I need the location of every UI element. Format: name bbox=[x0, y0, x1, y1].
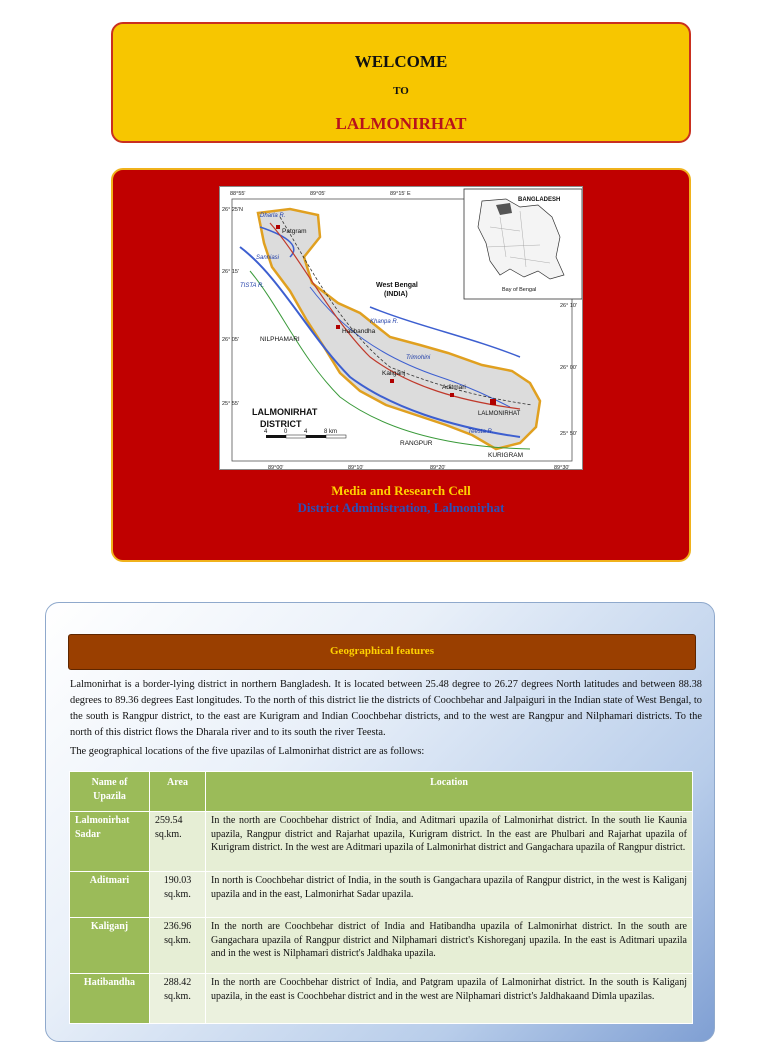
inset-bay-label: Bay of Bengal bbox=[502, 287, 537, 293]
upazila-area: 288.42 sq.km. bbox=[150, 974, 206, 1024]
upazila-location: In the north are Coochbehar district of India, and Aditmari upazila of Lalmonirhat district. In the south lie Kaunia upazila, Rangpur district and Rajarhat upazila, Kurigram district. In the east are Phulbari and Rajarhat upazila of Kurigram district. In the west are Aditmari upazila of Lalmonirhat district and Gangachara upazila of Rangpur district. bbox=[206, 812, 693, 872]
label-sanniasi: Sanniasi bbox=[256, 255, 280, 261]
label-trimohini: Trimohini bbox=[406, 355, 431, 361]
scale-label: 4 bbox=[264, 429, 268, 435]
inset-map bbox=[464, 189, 582, 299]
upazila-location: In the north are Coochbehar district of India, and Patgram upazila of Lalmonirhat district. In the south is Kaliganj upazila, in the east is Coochbehar district and in the west are Nilphamari district's Jaldhakaand Dimla upazilas. bbox=[206, 974, 693, 1024]
welcome-to: TO bbox=[393, 85, 409, 97]
map-top-tick: 88°55' bbox=[230, 191, 246, 197]
inset-label: BANGLADESH bbox=[518, 197, 561, 203]
geographical-features-panel bbox=[45, 602, 715, 1042]
label-dharla-river: Dharla R. bbox=[260, 213, 286, 219]
header-area: Area bbox=[150, 772, 206, 812]
table-row bbox=[70, 872, 693, 918]
upazila-location: In the north are Coochbehar district of India and Hatibandha upazila of Lalmonirhat district. In the south are Gangachara upazila of Rangpur district and Nilphamari district's Kishoreganj upazila. In the east is Aditmari upazila and in the west is Nilphamari district's Jaldhaka upazila. bbox=[206, 918, 693, 974]
upazila-location: In north is Coochbehar district of India, in the south is Gangachara upazila of Rangpur district, in the west is Kaliganj upazila and in the east, Lalmonirhat Sadar upazila. bbox=[206, 872, 693, 918]
map-bottom-tick: 89°10' bbox=[348, 465, 364, 470]
map-panel bbox=[111, 168, 691, 562]
scale-label: 0 bbox=[284, 429, 288, 435]
upazila-name: Lalmonirhat Sadar bbox=[70, 812, 150, 872]
district-administration: District Administration, Lalmonirhat bbox=[297, 500, 505, 515]
label-kurigram: KURIGRAM bbox=[488, 452, 524, 459]
upazila-table bbox=[69, 771, 693, 1024]
upazila-area: 236.96 sq.km. bbox=[150, 918, 206, 974]
map-right-tick: 26° 10' bbox=[560, 303, 578, 309]
label-khanpa-river: Khanpa R. bbox=[370, 319, 399, 325]
welcome-banner bbox=[111, 22, 691, 143]
map-bottom-tick: 89°20' bbox=[430, 465, 446, 470]
label-teesta-river: Teesta R. bbox=[468, 429, 494, 435]
map-title-line1: LALMONIRHAT bbox=[252, 407, 318, 417]
patgram-marker bbox=[276, 225, 280, 229]
aditmari-marker bbox=[450, 393, 454, 397]
label-rangpur: RANGPUR bbox=[400, 440, 433, 447]
upazila-name: Kaliganj bbox=[70, 918, 150, 974]
table-row bbox=[70, 812, 693, 872]
scale-label: 8 km bbox=[324, 429, 338, 435]
lalmonirhat-marker bbox=[490, 399, 496, 405]
label-hatibandha: Hatibandha bbox=[342, 328, 376, 335]
map-left-tick: 26° 15' bbox=[222, 269, 240, 275]
district-map-graphic bbox=[220, 187, 583, 470]
hatibandha-marker bbox=[336, 325, 340, 329]
kaliganj-marker bbox=[390, 379, 394, 383]
upazila-area: 190.03 sq.km. bbox=[150, 872, 206, 918]
welcome-district: LALMONIRHAT bbox=[335, 114, 467, 133]
media-cell-title: Media and Research Cell bbox=[331, 483, 471, 498]
map-top-tick: 89°05' bbox=[310, 191, 326, 197]
label-aditmari: Aditmari bbox=[442, 384, 466, 391]
table-row bbox=[70, 974, 693, 1024]
label-west-bengal: West Bengal bbox=[376, 282, 418, 289]
map-bottom-tick: 89°00' bbox=[268, 465, 284, 470]
map-bottom-tick: 89°30' bbox=[554, 465, 570, 470]
table-header-row bbox=[70, 772, 693, 812]
map-top-tick: 89°15' E bbox=[390, 191, 411, 197]
map-title-line2: DISTRICT bbox=[260, 419, 302, 429]
label-nilphamari: NILPHAMARI bbox=[260, 336, 300, 343]
section-header: Geographical features bbox=[68, 634, 696, 670]
label-tista-left: TISTA R. bbox=[240, 283, 264, 289]
map-left-tick: 25° 55' bbox=[222, 401, 240, 407]
label-kaliganj: Kaliganj bbox=[382, 370, 406, 377]
map-right-tick: 25° 50' bbox=[560, 431, 578, 437]
scale-label: 4 bbox=[304, 429, 308, 435]
label-patgram: Patgram bbox=[282, 228, 307, 235]
geo-paragraph: Lalmonirhat is a border-lying district in northern Bangladesh. It is located between 25.48 degree to 26.27 degrees North latitudes and between 88.38 degrees to 89.36 degrees East longitudes. To the north of this district lie the districts of Coochbehar and Jalpaiguri in the Indian state of West Bengal, to the south is Rangpur district, to the east are Kurigram and Indian Coochbehar districts, and to the west are Rangpur and Nilphamari districts. To the north of this district flows the Dharala river and to its south the river Teesta. bbox=[70, 679, 702, 738]
scale-bar bbox=[264, 429, 346, 438]
map-right-tick: 26° 00' bbox=[560, 365, 578, 371]
map-left-tick: 26° 25'N bbox=[222, 207, 243, 213]
upazila-name: Aditmari bbox=[70, 872, 150, 918]
label-lalmonirhat: LALMONIRHAT bbox=[478, 411, 521, 417]
district-map bbox=[219, 186, 583, 470]
label-india: (INDIA) bbox=[384, 291, 408, 298]
geo-intro: The geographical locations of the five upazilas of Lalmonirhat district are as follows: bbox=[70, 746, 425, 757]
header-location: Location bbox=[206, 772, 693, 812]
map-left-tick: 26° 05' bbox=[222, 337, 240, 343]
welcome-title: WELCOME bbox=[354, 52, 448, 71]
header-name: Name of Upazila bbox=[70, 772, 150, 812]
table-row bbox=[70, 918, 693, 974]
upazila-name: Hatibandha bbox=[70, 974, 150, 1024]
upazila-area: 259.54 sq.km. bbox=[150, 812, 206, 872]
